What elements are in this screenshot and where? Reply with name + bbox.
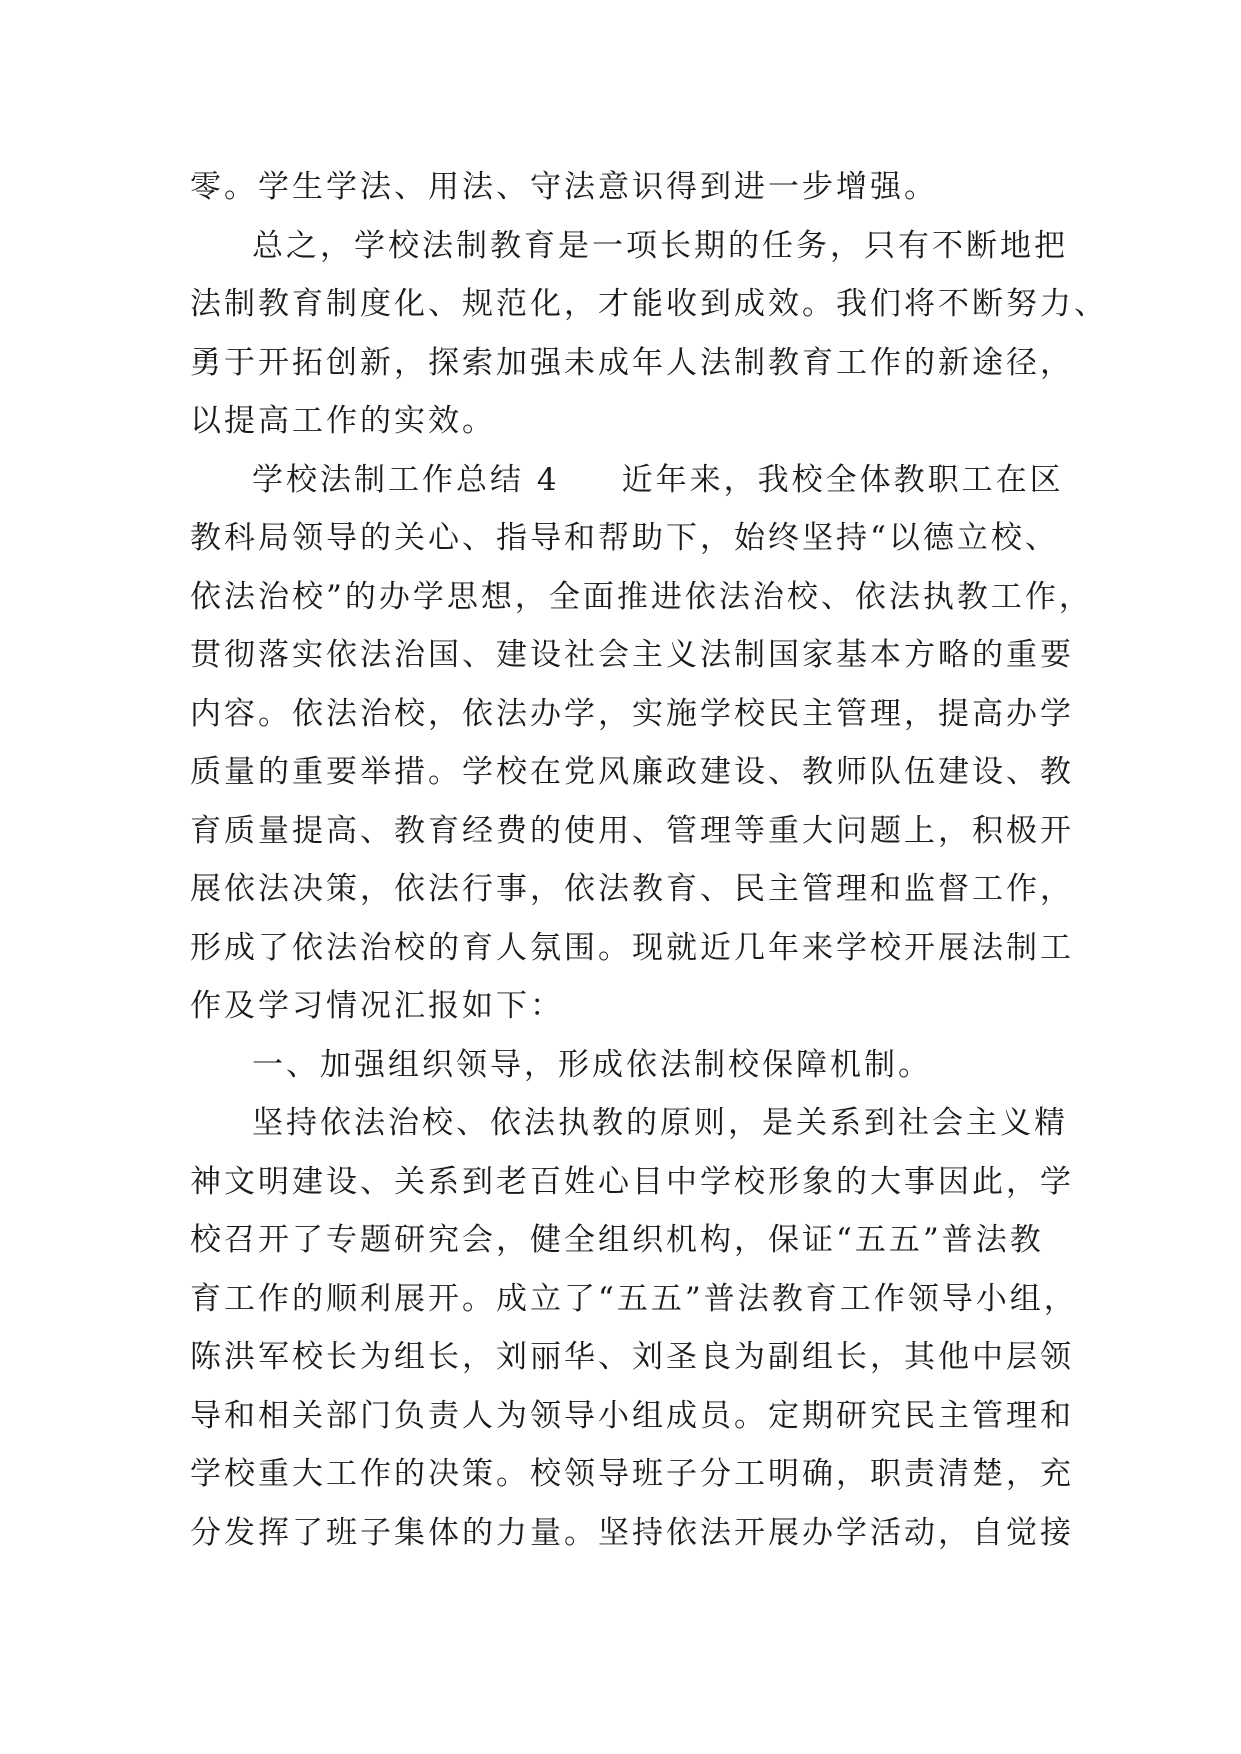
text-line: 形成了依法治校的育人氛围。现就近几年来学校开展法制工 <box>190 929 1074 966</box>
text-line: 质量的重要举措。学校在党风廉政建设、教师队伍建设、教 <box>190 754 1074 790</box>
text-line: 以提高工作的实效。 <box>190 403 496 439</box>
text-line: 分发挥了班子集体的力量。坚持依法开展办学活动，自觉接 <box>190 1514 1074 1551</box>
text-line: 法制教育制度化、规范化，才能收到成效。我们将不断努力、 <box>190 286 1108 322</box>
text-line: 总之，学校法制教育是一项长期的任务，只有不断地把 <box>252 227 1068 264</box>
section-heading: 学校法制工作总结 4 <box>252 461 560 498</box>
text-line: 陈洪军校长为组长，刘丽华、刘圣良为副组长，其他中层领 <box>190 1339 1074 1375</box>
document-body <box>190 158 1108 1562</box>
text-line: 近年来，我校全体教职工在区 <box>621 461 1064 498</box>
text-line: 神文明建设、关系到老百姓心目中学校形象的大事因此，学 <box>190 1163 1074 1200</box>
text-line: 教科局领导的关心、指导和帮助下，始终坚持“以德立校、 <box>190 520 1059 556</box>
text-line: 导和相关部门负责人为领导小组成员。定期研究民主管理和 <box>190 1397 1074 1434</box>
text-line: 依法治校”的办学思想，全面推进依法治校、依法执教工作， <box>190 578 1093 615</box>
section-heading-line <box>190 451 1090 510</box>
text-line: 作及学习情况汇报如下： <box>190 988 564 1024</box>
text-line: 勇于开拓创新，探索加强未成年人法制教育工作的新途径， <box>190 344 1074 381</box>
text-line: 展依法决策，依法行事，依法教育、民主管理和监督工作， <box>190 871 1074 907</box>
text-line: 育工作的顺利展开。成立了“五五”普法教育工作领导小组， <box>190 1280 1078 1317</box>
text-line: 贯彻落实依法治国、建设社会主义法制国家基本方略的重要 <box>190 637 1074 673</box>
text-line: 零。学生学法、用法、守法意识得到进一步增强。 <box>190 169 938 205</box>
text-line: 坚持依法治校、依法执教的原则，是关系到社会主义精 <box>252 1105 1068 1141</box>
text-line: 育质量提高、教育经费的使用、管理等重大问题上，积极开 <box>190 812 1074 849</box>
text-line: 校召开了专题研究会，健全组织机构，保证“五五”普法教 <box>190 1222 1044 1258</box>
subheading-line: 一、加强组织领导，形成依法制校保障机制。 <box>252 1046 932 1083</box>
text-line: 学校重大工作的决策。校领导班子分工明确，职责清楚，充 <box>190 1456 1074 1492</box>
text-line: 内容。依法治校，依法办学，实施学校民主管理，提高办学 <box>190 695 1074 732</box>
